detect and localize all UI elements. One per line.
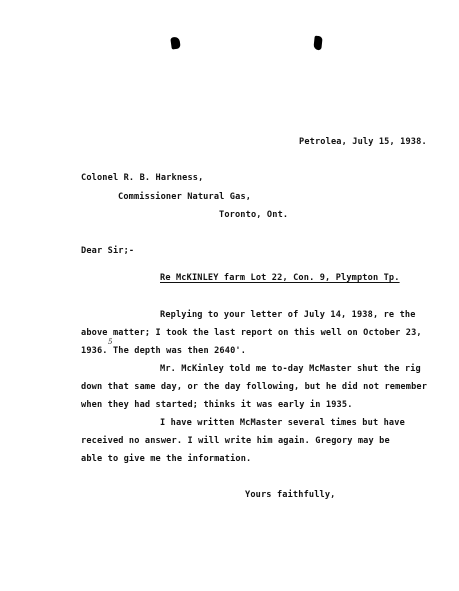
- paragraph-1-line-1: Replying to your letter of July 14, 1938, re the: [160, 310, 416, 320]
- salutation: Dear Sir;-: [81, 246, 135, 256]
- paragraph-3-line-2: received no answer. I will write him again. Gregory may be: [81, 436, 390, 446]
- subject-line: Re McKINLEY farm Lot 22, Con. 9, Plympton Tp.: [160, 273, 400, 283]
- paragraph-3-line-1: I have written McMaster several times but have: [160, 418, 405, 428]
- closing: Yours faithfully,: [245, 490, 336, 500]
- handwritten-correction: 5: [108, 338, 113, 346]
- paragraph-2-line-1: Mr. McKinley told me to-day McMaster shut the rig: [160, 364, 421, 374]
- recipient-city: Toronto, Ont.: [219, 210, 289, 220]
- paragraph-2-line-2: down that same day, or the day following, but he did not remember: [81, 382, 428, 392]
- paragraph-2-line-3: when they had started; thinks it was early in 1935.: [81, 400, 353, 410]
- paragraph-1-line-2: above matter; I took the last report on this well on October 23,: [81, 328, 422, 338]
- punch-hole-mark-right: [313, 36, 322, 51]
- punch-hole-mark-left: [170, 36, 181, 49]
- recipient-name: Colonel R. B. Harkness,: [81, 173, 204, 183]
- place-date: Petrolea, July 15, 1938.: [299, 137, 427, 147]
- paragraph-1-line-3: 1936. The depth was then 2640'.: [81, 346, 247, 356]
- recipient-title: Commissioner Natural Gas,: [118, 192, 252, 202]
- paragraph-3-line-3: able to give me the information.: [81, 454, 252, 464]
